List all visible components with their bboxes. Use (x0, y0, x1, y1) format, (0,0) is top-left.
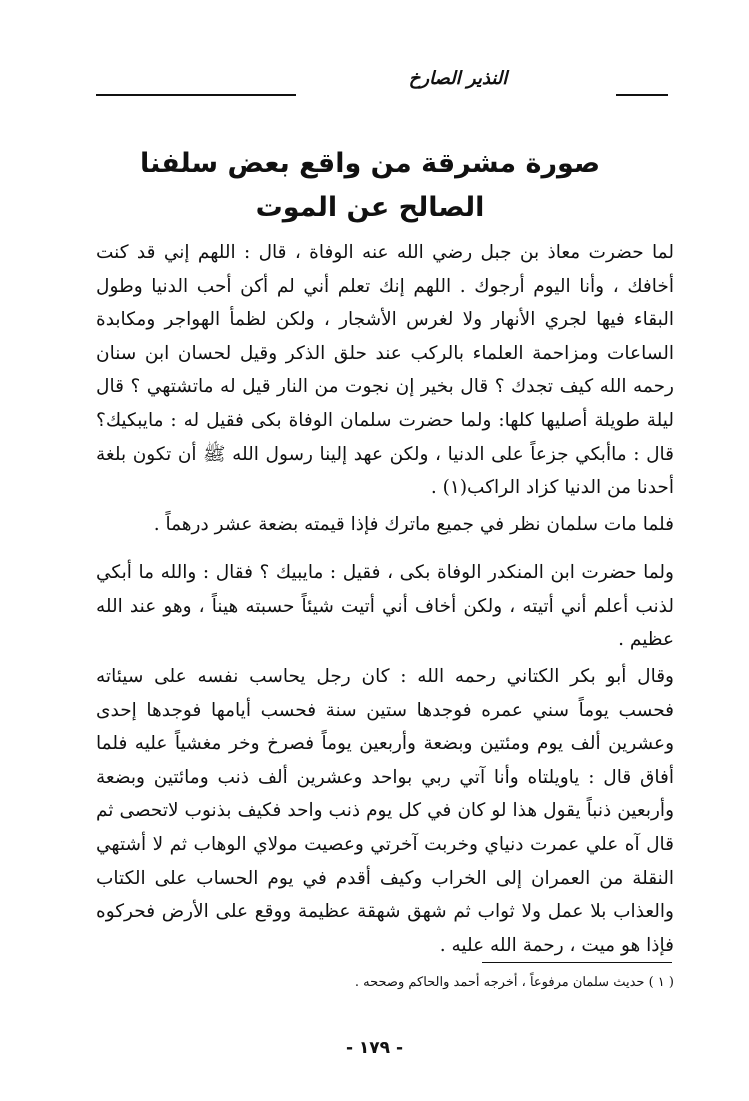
paragraph-text: ولما حضرت ابن المنكدر الوفاة بكى ، فقيل : مايبيك ؟ فقال : والله ما أبكي لذنب أعلم أني أتيته ، ولكن أخاف أني أتيت شيئاً حسبته هيناً ، وهو عند الله عظيم . (96, 562, 674, 651)
article-title-line1: صورة مشرقة من واقع بعض سلفنا (139, 148, 601, 179)
paragraph-kattani (96, 660, 674, 962)
footnote-rule (482, 962, 672, 963)
paragraph-text: وقال أبو بكر الكتاني رحمه الله : كان رجل يحاسب نفسه على سيئاته فحسب يوماً سني عمره فوجدها ستين سنة فحسب أيامها فوجدها إحدى وعشرين ألف يوم ومئتين وبضعة وأربعين يوماً فصرخ وخر مغشياً عليه فلما أفاق قال : ياويلتاه وأنا آتي ربي بواحد وعشرين ألف ذنب ومائتين وبضعة وأربعين ذنباً يقول هذا لو كان في كل يوم ذنب واحد فكيف بذنوب لاتحصى ثم قال آه علي عمرت دنياي وخربت آخرتي وعصيت مولاي الوهاب ثم لا أشتهي النقلة من العمران إلى الخراب وكيف أقدم في يوم الحساب على الكتاب والعذاب بلا عمل ولا ثواب ثم شهق شهقة عظيمة ووقع على الأرض فحركوه فإذا هو ميت ، رحمة الله عليه . (96, 666, 674, 956)
running-header (96, 66, 668, 96)
paragraph-muadh (96, 236, 674, 505)
running-title: النذير الصارخ (408, 68, 508, 89)
paragraph-salman (96, 508, 674, 542)
header-rule-left (96, 94, 296, 96)
paragraph-text: لما حضرت معاذ بن جبل رضي الله عنه الوفاة ، قال : اللهم إني قد كنت أخافك ، وأنا اليوم أرجوك . اللهم إنك تعلم أني لم أكن أحب الدنيا وطول البقاء فيها لجري الأنهار ولا لغرس الأشجار ، ولكن لظمأ الهواجر ومكابدة الساعات ومزاحمة العلماء بالركب عند حلق الذكر وقيل لحسان ابن سنان رحمه الله كيف تجدك ؟ قال بخير إن نجوت من النار قيل له ماتشتهي ؟ قال ليلة طويلة أصليها كلها: ولما حضرت سلمان الوفاة بكى فقيل له : مايبكيك؟ قال : ماأبكي جزعاً على الدنيا ، ولكن عهد إلينا رسول الله ﷺ أن تكون بلغة أحدنا من الدنيا كزاد الراكب(١) . (96, 242, 674, 499)
article-title-line2: الصالح عن الموت (255, 192, 485, 223)
header-rule-right (616, 94, 668, 96)
footnote: ( ١ ) حديث سلمان مرفوعاً ، أخرجه أحمد والحاكم وصححه . (354, 975, 674, 990)
paragraph-text: فلما مات سلمان نظر في جميع ماترك فإذا قيمته بضعة عشر درهماً . (153, 514, 674, 535)
page-number: - ١٧٩ - (345, 1038, 404, 1058)
paragraph-ibn-munkadir (96, 556, 674, 657)
